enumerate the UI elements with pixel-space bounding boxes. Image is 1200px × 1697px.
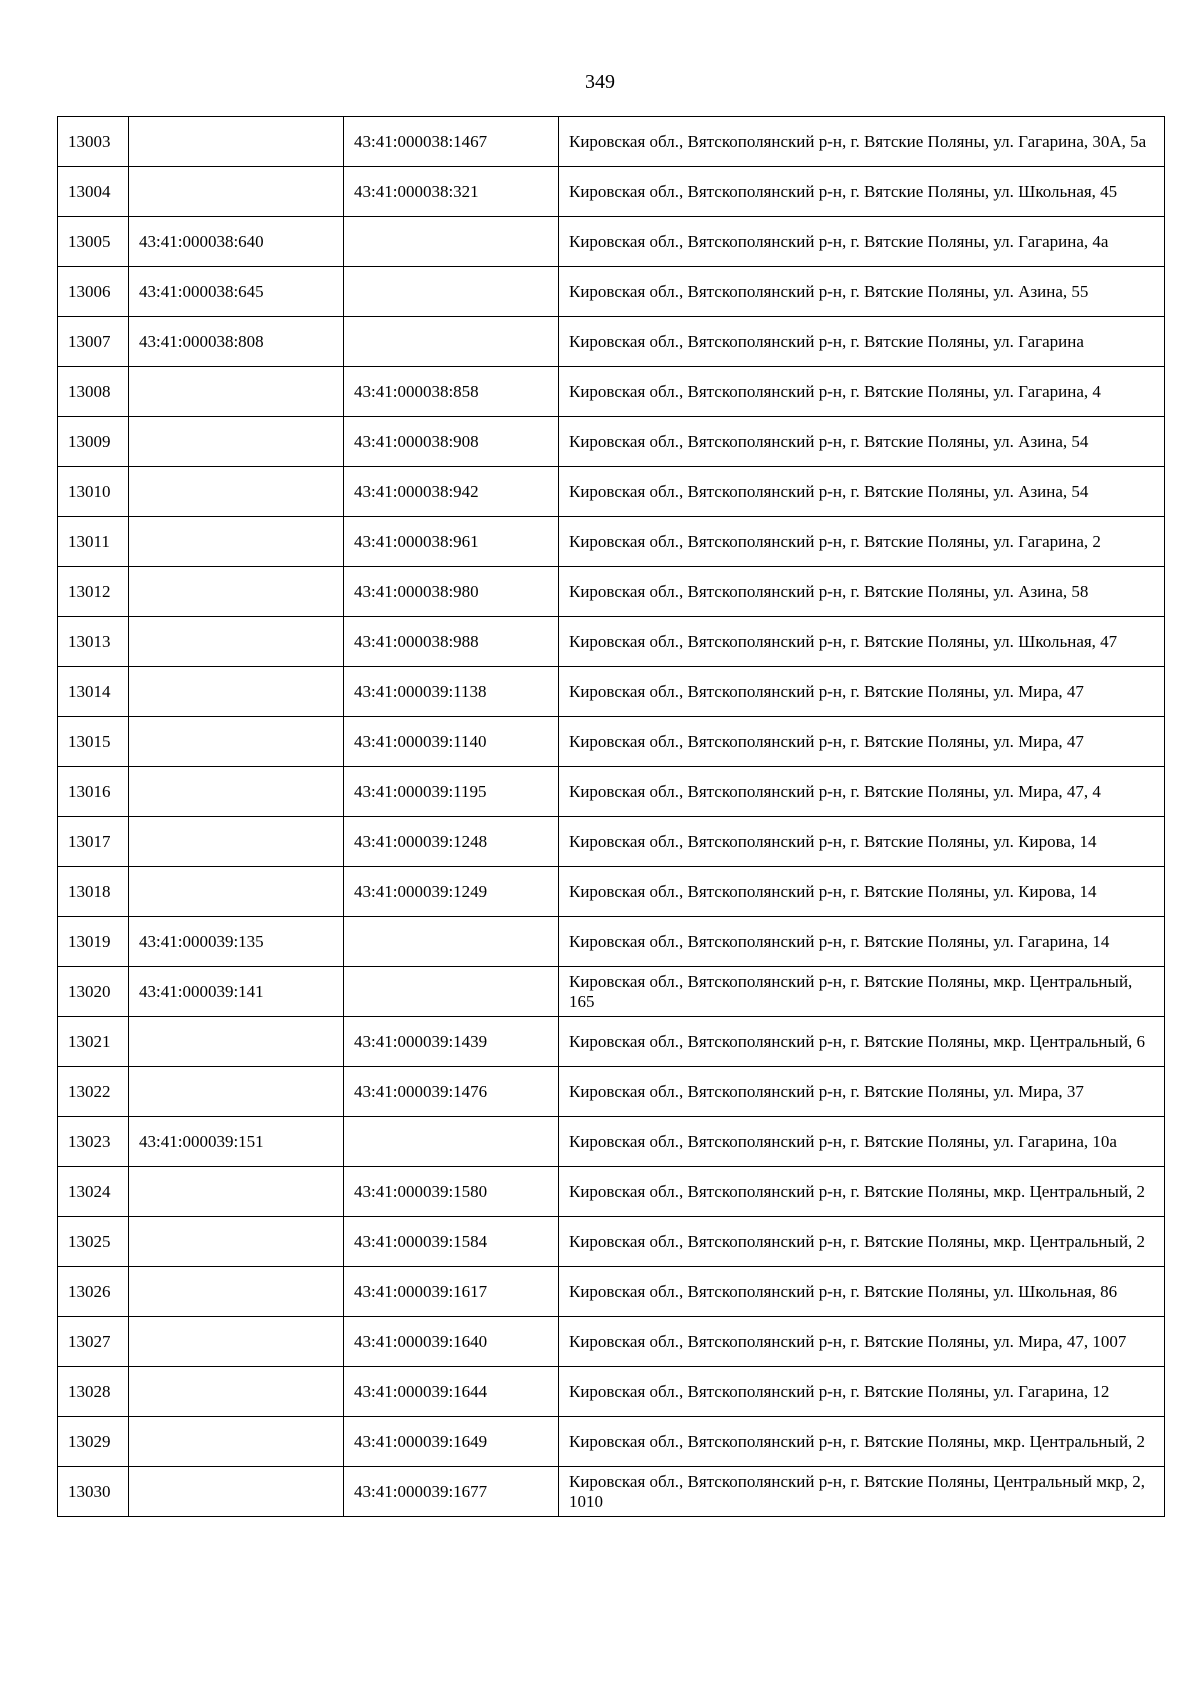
row-number-cell: 13007 bbox=[58, 317, 129, 367]
cadastral-number-alt-cell: 43:41:000039:1140 bbox=[344, 717, 559, 767]
cadastral-number-alt-cell: 43:41:000039:1138 bbox=[344, 667, 559, 717]
cadastral-number-alt-cell bbox=[344, 317, 559, 367]
cadastral-number-cell bbox=[129, 1367, 344, 1417]
cadastral-number-cell bbox=[129, 767, 344, 817]
table-row bbox=[58, 467, 1165, 517]
cadastral-number-alt-cell: 43:41:000039:1677 bbox=[344, 1467, 559, 1517]
address-cell: Кировская обл., Вятскополянский р-н, г. Вятские Поляны, мкр. Центральный, 6 bbox=[559, 1017, 1165, 1067]
address-cell: Кировская обл., Вятскополянский р-н, г. Вятские Поляны, ул. Гагарина, 10а bbox=[559, 1117, 1165, 1167]
cadastral-number-alt-cell: 43:41:000039:1649 bbox=[344, 1417, 559, 1467]
address-cell: Кировская обл., Вятскополянский р-н, г. Вятские Поляны, ул. Школьная, 47 bbox=[559, 617, 1165, 667]
table-body bbox=[58, 117, 1165, 1517]
cadastral-number-alt-cell: 43:41:000038:321 bbox=[344, 167, 559, 217]
table-row bbox=[58, 117, 1165, 167]
cadastral-number-cell: 43:41:000039:141 bbox=[129, 967, 344, 1017]
cadastral-number-alt-cell bbox=[344, 967, 559, 1017]
cadastral-number-alt-cell: 43:41:000038:988 bbox=[344, 617, 559, 667]
cadastral-number-cell bbox=[129, 1167, 344, 1217]
table-row bbox=[58, 517, 1165, 567]
cadastral-number-alt-cell: 43:41:000039:1580 bbox=[344, 1167, 559, 1217]
address-cell: Кировская обл., Вятскополянский р-н, г. Вятские Поляны, мкр. Центральный, 2 bbox=[559, 1167, 1165, 1217]
row-number-cell: 13009 bbox=[58, 417, 129, 467]
cadastral-number-alt-cell: 43:41:000038:961 bbox=[344, 517, 559, 567]
table-row bbox=[58, 267, 1165, 317]
cadastral-number-alt-cell: 43:41:000039:1476 bbox=[344, 1067, 559, 1117]
address-cell: Кировская обл., Вятскополянский р-н, г. Вятские Поляны, ул. Кирова, 14 bbox=[559, 867, 1165, 917]
cadastral-number-alt-cell: 43:41:000038:942 bbox=[344, 467, 559, 517]
cadastral-number-cell bbox=[129, 517, 344, 567]
address-cell: Кировская обл., Вятскополянский р-н, г. Вятские Поляны, ул. Азина, 58 bbox=[559, 567, 1165, 617]
address-cell: Кировская обл., Вятскополянский р-н, г. Вятские Поляны, ул. Мира, 47 bbox=[559, 667, 1165, 717]
table-row bbox=[58, 817, 1165, 867]
cadastral-number-cell bbox=[129, 1067, 344, 1117]
cadastral-number-alt-cell bbox=[344, 267, 559, 317]
address-cell: Кировская обл., Вятскополянский р-н, г. Вятские Поляны, ул. Мира, 47, 4 bbox=[559, 767, 1165, 817]
address-cell: Кировская обл., Вятскополянский р-н, г. Вятские Поляны, ул. Школьная, 86 bbox=[559, 1267, 1165, 1317]
cadastral-number-cell: 43:41:000038:645 bbox=[129, 267, 344, 317]
table-row bbox=[58, 1017, 1165, 1067]
table-row bbox=[58, 1217, 1165, 1267]
cadastral-number-cell bbox=[129, 417, 344, 467]
cadastral-number-cell bbox=[129, 1467, 344, 1517]
row-number-cell: 13021 bbox=[58, 1017, 129, 1067]
cadastral-number-alt-cell: 43:41:000038:1467 bbox=[344, 117, 559, 167]
cadastral-number-cell bbox=[129, 567, 344, 617]
row-number-cell: 13016 bbox=[58, 767, 129, 817]
row-number-cell: 13028 bbox=[58, 1367, 129, 1417]
row-number-cell: 13029 bbox=[58, 1417, 129, 1467]
table-row bbox=[58, 767, 1165, 817]
table-row bbox=[58, 1317, 1165, 1367]
table-row bbox=[58, 217, 1165, 267]
cadastral-number-alt-cell: 43:41:000039:1644 bbox=[344, 1367, 559, 1417]
address-cell: Кировская обл., Вятскополянский р-н, г. Вятские Поляны, ул. Гагарина, 12 bbox=[559, 1367, 1165, 1417]
address-cell: Кировская обл., Вятскополянский р-н, г. Вятские Поляны, мкр. Центральный, 2 bbox=[559, 1217, 1165, 1267]
table-row bbox=[58, 1417, 1165, 1467]
register-table bbox=[57, 116, 1165, 1517]
address-cell: Кировская обл., Вятскополянский р-н, г. Вятские Поляны, ул. Гагарина, 2 bbox=[559, 517, 1165, 567]
address-cell: Кировская обл., Вятскополянский р-н, г. Вятские Поляны, ул. Гагарина, 30А, 5а bbox=[559, 117, 1165, 167]
table-row bbox=[58, 917, 1165, 967]
table-row bbox=[58, 717, 1165, 767]
address-cell: Кировская обл., Вятскополянский р-н, г. Вятские Поляны, ул. Мира, 47, 1007 bbox=[559, 1317, 1165, 1367]
cadastral-number-cell bbox=[129, 167, 344, 217]
cadastral-number-alt-cell: 43:41:000039:1439 bbox=[344, 1017, 559, 1067]
cadastral-number-cell bbox=[129, 117, 344, 167]
cadastral-number-alt-cell bbox=[344, 217, 559, 267]
cadastral-number-alt-cell: 43:41:000039:1584 bbox=[344, 1217, 559, 1267]
page-number: 349 bbox=[585, 71, 615, 93]
cadastral-number-cell bbox=[129, 467, 344, 517]
cadastral-number-cell bbox=[129, 1417, 344, 1467]
cadastral-number-cell: 43:41:000038:808 bbox=[129, 317, 344, 367]
cadastral-number-cell bbox=[129, 1317, 344, 1367]
cadastral-number-alt-cell: 43:41:000039:1195 bbox=[344, 767, 559, 817]
address-cell: Кировская обл., Вятскополянский р-н, г. Вятские Поляны, ул. Мира, 47 bbox=[559, 717, 1165, 767]
cadastral-number-alt-cell: 43:41:000039:1248 bbox=[344, 817, 559, 867]
cadastral-number-alt-cell: 43:41:000038:858 bbox=[344, 367, 559, 417]
table-row bbox=[58, 967, 1165, 1017]
cadastral-number-cell: 43:41:000039:151 bbox=[129, 1117, 344, 1167]
row-number-cell: 13017 bbox=[58, 817, 129, 867]
cadastral-number-cell bbox=[129, 617, 344, 667]
address-cell: Кировская обл., Вятскополянский р-н, г. Вятские Поляны, ул. Мира, 37 bbox=[559, 1067, 1165, 1117]
cadastral-number-alt-cell bbox=[344, 1117, 559, 1167]
table-row bbox=[58, 1117, 1165, 1167]
table-row bbox=[58, 667, 1165, 717]
address-cell: Кировская обл., Вятскополянский р-н, г. Вятские Поляны, Центральный мкр, 2, 1010 bbox=[559, 1467, 1165, 1517]
table-row bbox=[58, 317, 1165, 367]
cadastral-number-alt-cell: 43:41:000039:1249 bbox=[344, 867, 559, 917]
row-number-cell: 13015 bbox=[58, 717, 129, 767]
address-cell: Кировская обл., Вятскополянский р-н, г. Вятские Поляны, ул. Гагарина, 4а bbox=[559, 217, 1165, 267]
cadastral-number-cell bbox=[129, 1217, 344, 1267]
row-number-cell: 13003 bbox=[58, 117, 129, 167]
cadastral-number-cell: 43:41:000038:640 bbox=[129, 217, 344, 267]
table-row bbox=[58, 417, 1165, 467]
row-number-cell: 13004 bbox=[58, 167, 129, 217]
row-number-cell: 13018 bbox=[58, 867, 129, 917]
row-number-cell: 13024 bbox=[58, 1167, 129, 1217]
row-number-cell: 13008 bbox=[58, 367, 129, 417]
row-number-cell: 13020 bbox=[58, 967, 129, 1017]
table-row bbox=[58, 367, 1165, 417]
address-cell: Кировская обл., Вятскополянский р-н, г. Вятские Поляны, ул. Гагарина, 4 bbox=[559, 367, 1165, 417]
row-number-cell: 13027 bbox=[58, 1317, 129, 1367]
cadastral-number-cell bbox=[129, 817, 344, 867]
table-row bbox=[58, 1367, 1165, 1417]
table-row bbox=[58, 1167, 1165, 1217]
cadastral-number-alt-cell: 43:41:000039:1617 bbox=[344, 1267, 559, 1317]
cadastral-number-alt-cell: 43:41:000039:1640 bbox=[344, 1317, 559, 1367]
address-cell: Кировская обл., Вятскополянский р-н, г. Вятские Поляны, ул. Гагарина, 14 bbox=[559, 917, 1165, 967]
cadastral-number-cell bbox=[129, 367, 344, 417]
address-cell: Кировская обл., Вятскополянский р-н, г. Вятские Поляны, мкр. Центральный, 2 bbox=[559, 1417, 1165, 1467]
table-row bbox=[58, 1267, 1165, 1317]
row-number-cell: 13019 bbox=[58, 917, 129, 967]
row-number-cell: 13005 bbox=[58, 217, 129, 267]
row-number-cell: 13025 bbox=[58, 1217, 129, 1267]
row-number-cell: 13026 bbox=[58, 1267, 129, 1317]
row-number-cell: 13030 bbox=[58, 1467, 129, 1517]
table-row bbox=[58, 1067, 1165, 1117]
cadastral-number-cell bbox=[129, 667, 344, 717]
cadastral-number-alt-cell: 43:41:000038:908 bbox=[344, 417, 559, 467]
row-number-cell: 13013 bbox=[58, 617, 129, 667]
row-number-cell: 13011 bbox=[58, 517, 129, 567]
row-number-cell: 13010 bbox=[58, 467, 129, 517]
row-number-cell: 13014 bbox=[58, 667, 129, 717]
row-number-cell: 13022 bbox=[58, 1067, 129, 1117]
table-row bbox=[58, 617, 1165, 667]
address-cell: Кировская обл., Вятскополянский р-н, г. Вятские Поляны, ул. Кирова, 14 bbox=[559, 817, 1165, 867]
address-cell: Кировская обл., Вятскополянский р-н, г. Вятские Поляны, мкр. Центральный, 165 bbox=[559, 967, 1165, 1017]
cadastral-number-cell: 43:41:000039:135 bbox=[129, 917, 344, 967]
cadastral-number-cell bbox=[129, 867, 344, 917]
row-number-cell: 13006 bbox=[58, 267, 129, 317]
address-cell: Кировская обл., Вятскополянский р-н, г. Вятские Поляны, ул. Азина, 54 bbox=[559, 467, 1165, 517]
address-cell: Кировская обл., Вятскополянский р-н, г. Вятские Поляны, ул. Гагарина bbox=[559, 317, 1165, 367]
table-row bbox=[58, 1467, 1165, 1517]
row-number-cell: 13023 bbox=[58, 1117, 129, 1167]
address-cell: Кировская обл., Вятскополянский р-н, г. Вятские Поляны, ул. Азина, 55 bbox=[559, 267, 1165, 317]
cadastral-number-alt-cell: 43:41:000038:980 bbox=[344, 567, 559, 617]
table-row bbox=[58, 867, 1165, 917]
cadastral-number-alt-cell bbox=[344, 917, 559, 967]
table-row bbox=[58, 567, 1165, 617]
table-row bbox=[58, 167, 1165, 217]
row-number-cell: 13012 bbox=[58, 567, 129, 617]
cadastral-number-cell bbox=[129, 1017, 344, 1067]
cadastral-number-cell bbox=[129, 1267, 344, 1317]
cadastral-number-cell bbox=[129, 717, 344, 767]
address-cell: Кировская обл., Вятскополянский р-н, г. Вятские Поляны, ул. Азина, 54 bbox=[559, 417, 1165, 467]
address-cell: Кировская обл., Вятскополянский р-н, г. Вятские Поляны, ул. Школьная, 45 bbox=[559, 167, 1165, 217]
